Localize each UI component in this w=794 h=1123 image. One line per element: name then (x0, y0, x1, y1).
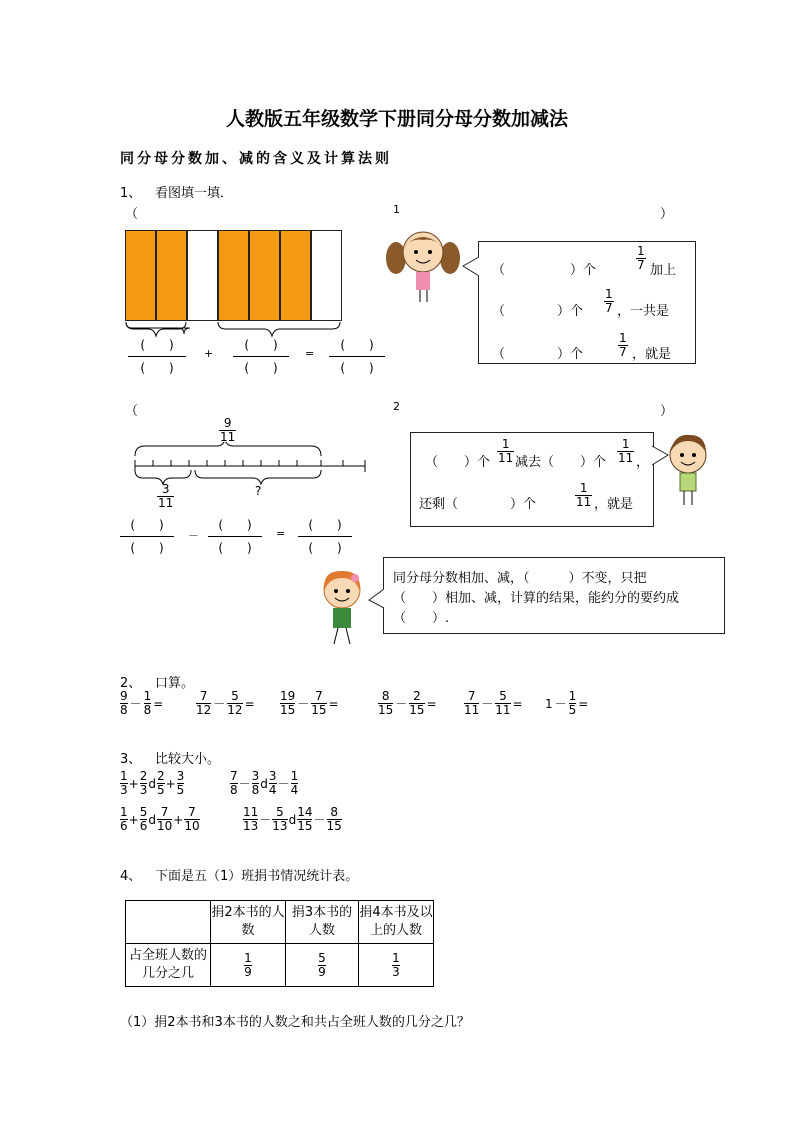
mental-math-item (280, 690, 339, 717)
bubble1-line2: （ ）个 (492, 304, 584, 319)
bubble2-a: （ ）个 (425, 455, 491, 470)
rule-line1: 同分母分数相加、减，（ ）不变，只把 (393, 571, 647, 586)
fraction: $\frac{5}{6}$ (139, 805, 148, 833)
bubble2-e: ，就是 (594, 497, 634, 512)
math-symbol: － (554, 697, 567, 711)
math-symbol: － (313, 813, 326, 827)
bubble1-line1: （ ）个 (492, 263, 597, 278)
q1-part2-open: （ (125, 404, 139, 419)
unknown-mark: ? (255, 484, 262, 498)
fraction: 9 8 (120, 689, 128, 717)
bar-segment (311, 230, 342, 321)
q4-question-1: （1）捐2本书和3本书的人数之和共占全班人数的几分之几？ (120, 1015, 470, 1030)
minus-sign: － (188, 529, 199, 542)
math-symbol: = (578, 696, 589, 711)
fraction: 1 6 (120, 805, 128, 833)
mental-math-item (196, 690, 255, 717)
fraction: $\frac{2}{15}$ (409, 689, 425, 717)
bar-segment (218, 230, 249, 321)
math-symbol: d (148, 812, 156, 827)
fraction-one-seventh: $\frac{1}{7}$ (637, 244, 645, 272)
fraction-one-eleventh: $\frac{1}{11}$ (498, 437, 514, 465)
math-symbol: d (148, 776, 156, 791)
fraction: 7 12 (196, 689, 212, 717)
math-symbol: = (153, 696, 164, 711)
girl-character-icon (318, 568, 370, 648)
compare-item (120, 806, 200, 833)
bar-segment (187, 230, 218, 321)
q4-label: 下面是五（1）班捐书情况统计表。 (155, 869, 359, 884)
math-symbol: － (129, 697, 142, 711)
fraction: $\frac{1}{8}$ (143, 689, 152, 717)
fraction: 3 4 (268, 769, 277, 797)
fraction: 3 8 (251, 769, 260, 797)
bubble1-line2-end: ，一共是 (617, 304, 670, 319)
answer-fraction[interactable] (233, 334, 289, 379)
numerator-blank[interactable]: ( ) (218, 518, 252, 532)
math-symbol: － (395, 697, 408, 711)
bubble2-c: ， (636, 455, 650, 470)
numerator-blank[interactable]: ( ) (308, 518, 342, 532)
math-symbol: = (426, 696, 437, 711)
fraction: $\frac{7}{10}$ (184, 805, 200, 833)
denominator-blank[interactable]: ( ) (208, 536, 262, 559)
answer-fraction[interactable] (120, 514, 174, 559)
bubble-tail (462, 256, 480, 278)
math-symbol: 1 (545, 696, 553, 711)
table-header-cell: 捐2本书的人数 (211, 901, 286, 944)
girl-character-icon (380, 228, 470, 308)
denominator-blank[interactable]: ( ) (298, 536, 352, 559)
section-subtitle: 同分母分数加、减的含义及计算法则 (120, 151, 392, 167)
math-symbol: + (128, 776, 139, 791)
math-symbol: + (128, 812, 139, 827)
plus-sign: + (204, 347, 214, 360)
answer-fraction[interactable] (128, 334, 186, 379)
q1-part1-open: （ (125, 207, 139, 222)
fraction: 7 10 (156, 805, 173, 833)
bubble1-line3-end: ，就是 (632, 347, 672, 362)
numerator-blank[interactable]: ( ) (340, 338, 374, 352)
answer-fraction[interactable] (329, 334, 385, 379)
compare-item (243, 806, 342, 833)
table-cell: 1 9 (211, 944, 286, 987)
fraction: 8 15 (326, 805, 342, 833)
denominator-blank[interactable]: ( ) (120, 536, 174, 559)
q1-label: 看图填一填． (155, 186, 234, 201)
fraction: 2 5 (156, 769, 165, 797)
math-symbol: + (173, 812, 184, 827)
fraction: $\frac{3}{5}$ (176, 769, 185, 797)
math-symbol: － (238, 777, 251, 791)
mental-math-item (464, 690, 523, 717)
math-symbol: － (259, 813, 272, 827)
fraction: 7 11 (464, 689, 480, 717)
bar-segment (280, 230, 311, 321)
table-header-cell (126, 901, 211, 944)
q3-label: 比较大小。 (155, 752, 221, 767)
q2-number: 2、 (120, 676, 142, 691)
fraction-three-elevenths: $\frac{3}{11}$ (158, 482, 174, 510)
fraction: $\frac{5}{11}$ (495, 689, 511, 717)
denominator-blank[interactable]: ( ) (329, 356, 385, 379)
page-title: 人教版五年级数学下册同分母分数加减法 (225, 108, 568, 130)
bubble2-b: 减去（ ）个 (515, 455, 607, 470)
bar-segment (156, 230, 187, 321)
rule-line2: （ ）相加、减，计算的结果，能约分的要约成 (393, 591, 680, 606)
table-cell: 1 3 (359, 944, 434, 987)
math-symbol: － (297, 697, 310, 711)
fraction-one-eleventh: $\frac{1}{11}$ (618, 437, 634, 465)
fraction: $\frac{2}{3}$ (139, 769, 148, 797)
fraction-one-seventh: $\frac{1}{7}$ (619, 331, 627, 359)
numerator-blank[interactable]: ( ) (130, 518, 164, 532)
answer-fraction[interactable] (208, 514, 262, 559)
numerator-blank[interactable]: ( ) (244, 338, 278, 352)
bubble1-line1-end: 加上 (650, 263, 677, 278)
mental-math-item (545, 690, 588, 717)
bar-segment (125, 230, 156, 321)
table-header-cell: 捐3本书的人数 (286, 901, 359, 944)
math-symbol: － (213, 697, 226, 711)
math-symbol: = (512, 696, 523, 711)
math-symbol: = (244, 696, 255, 711)
fraction: $\frac{1}{5}$ (568, 689, 577, 717)
q1-part2-close: ） (660, 404, 674, 419)
fraction: 8 15 (378, 689, 394, 717)
q1-part1-close: ） (660, 207, 674, 222)
fraction: 14 15 (297, 805, 313, 833)
math-symbol: = (328, 696, 339, 711)
equals-sign: = (276, 527, 286, 540)
answer-fraction[interactable] (298, 514, 352, 559)
bar-segment (249, 230, 280, 321)
boy-character-icon (664, 431, 714, 509)
bubble2-d: 还剩（ ）个 (419, 497, 537, 512)
fraction: 1 3 (120, 769, 128, 797)
math-symbol: + (165, 776, 176, 791)
fraction-nine-elevenths: $\frac{9}{11}$ (220, 416, 236, 444)
compare-item (230, 770, 298, 797)
rule-line3: （ ）. (393, 611, 450, 626)
q4-number: 4、 (120, 869, 142, 884)
mental-math-item (120, 690, 163, 717)
table-cell: 5 9 (286, 944, 359, 987)
mental-math-item (378, 690, 437, 717)
equals-sign: = (305, 347, 315, 360)
fraction: $\frac{5}{12}$ (227, 689, 243, 717)
fraction: 7 8 (230, 769, 238, 797)
q1-part2-index: 2 (393, 400, 400, 413)
math-symbol: － (277, 777, 290, 791)
q2-label: 口算。 (155, 676, 195, 691)
fraction: 19 15 (280, 689, 296, 717)
donation-stats-table (125, 900, 434, 987)
fraction: 5 13 (272, 805, 288, 833)
math-symbol: d (260, 776, 268, 791)
q3-number: 3、 (120, 752, 142, 767)
table-row-label: 占全班人数的几分之几 (126, 944, 211, 987)
fraction-one-seventh: $\frac{1}{7}$ (605, 287, 613, 315)
fraction: 11 13 (243, 805, 259, 833)
bubble-tail (368, 588, 385, 610)
denominator-blank[interactable]: ( ) (233, 356, 289, 379)
math-symbol: － (481, 697, 494, 711)
compare-item (120, 770, 184, 797)
q1-number: 1、 (120, 186, 142, 201)
q1-part1-index: 1 (393, 203, 400, 216)
fraction-one-eleventh: $\frac{1}{11}$ (576, 481, 592, 509)
math-symbol: d (288, 812, 297, 827)
bubble1-line3: （ ）个 (492, 347, 584, 362)
fraction: $\frac{7}{15}$ (311, 689, 327, 717)
denominator-blank[interactable]: ( ) (128, 356, 186, 379)
numerator-blank[interactable]: ( ) (140, 338, 174, 352)
table-header-cell: 捐4本书及以上的人数 (359, 901, 434, 944)
fraction: 1 4 (290, 769, 299, 797)
